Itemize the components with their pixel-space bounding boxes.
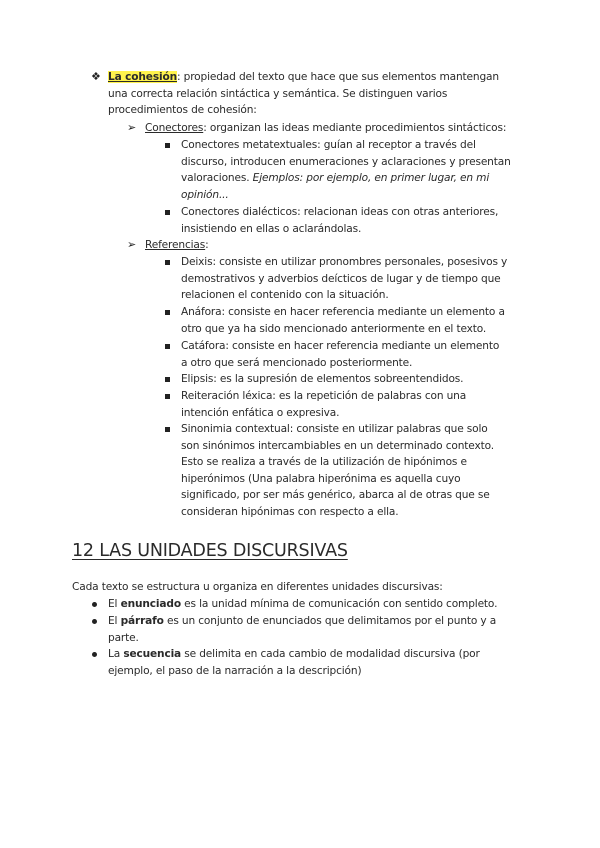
section-intro: Cada texto se estructura u organiza en diferentes unidades discursivas: (72, 581, 443, 593)
square-bullet-icon (165, 394, 170, 399)
square-bullet-icon (165, 210, 170, 215)
square-bullet-icon (165, 143, 170, 148)
list-item: Conectores metatextuales: guían al receptor a través del discurso, introducen enumeraciones y aclaraciones y presentan valoraciones. Ejemplos: por ejemplo, en primer lugar, en mi opinión... (181, 139, 511, 201)
arrow-bullet-icon: ➢ (127, 121, 137, 134)
list-item: El enunciado es la unidad mínima de comunicación con sentido completo. (108, 598, 498, 610)
list-item: Conectores dialécticos: relacionan ideas con otras anteriores, insistiendo en ellas o aclarándolas. (181, 206, 499, 235)
conectores-label: Conectores (145, 122, 204, 134)
arrow-bullet-icon: ➢ (127, 238, 137, 251)
round-bullet-icon (92, 619, 97, 624)
cohesion-term: La cohesión (108, 71, 177, 83)
list-item: Deixis: consiste en utilizar pronombres personales, posesivos y demostrativos y adverbios deícticos de lugar y de tiempo que relacionen el contenido con la situación. (181, 256, 508, 302)
round-bullet-icon (92, 652, 97, 657)
square-bullet-icon (165, 310, 170, 315)
diamond-bullet-icon: ❖ (91, 70, 101, 83)
list-item: Anáfora: consiste en hacer referencia mediante un elemento a otro que ya ha sido mencionado anteriormente en el texto. (181, 306, 505, 335)
list-item: Sinonimia contextual: consiste en utilizar palabras que solo son sinónimos intercambiables en un determinado contexto. Esto se realiza a través de la utilización de hipónimos e hiperónimos (Una palabra hiperónima es aquella cuyo significado, por ser más genérico, abarca al de otras que se consideran hipónimas con respecto a ella. (181, 423, 494, 518)
list-item: El párrafo es un conjunto de enunciados que delimitamos por el punto y a parte. (108, 615, 497, 644)
square-bullet-icon (165, 260, 170, 265)
square-bullet-icon (165, 427, 170, 432)
conectores-heading: Conectores: organizan las ideas mediante procedimientos sintácticos: (145, 122, 507, 134)
referencias-heading: Referencias: (145, 239, 209, 251)
square-bullet-icon (165, 344, 170, 349)
list-item: Catáfora: consiste en hacer referencia mediante un elemento a otro que será mencionado posteriormente. (181, 340, 500, 369)
section-heading: 12 LAS UNIDADES DISCURSIVAS (72, 541, 348, 561)
round-bullet-icon (92, 602, 97, 607)
referencias-label: Referencias (145, 239, 206, 251)
square-bullet-icon (165, 377, 170, 382)
list-item: La secuencia se delimita en cada cambio de modalidad discursiva (por ejemplo, el paso de la narración a la descripción) (108, 648, 480, 677)
list-item: Elipsis: es la supresión de elementos sobreentendidos. (181, 373, 464, 385)
list-item: Reiteración léxica: es la repetición de palabras con una intención enfática o expresiva. (181, 390, 467, 419)
cohesion-definition: La cohesión: propiedad del texto que hace que sus elementos mantengan una correcta relación sintáctica y semántica. Se distinguen varios procedimientos de cohesión: (108, 71, 499, 117)
